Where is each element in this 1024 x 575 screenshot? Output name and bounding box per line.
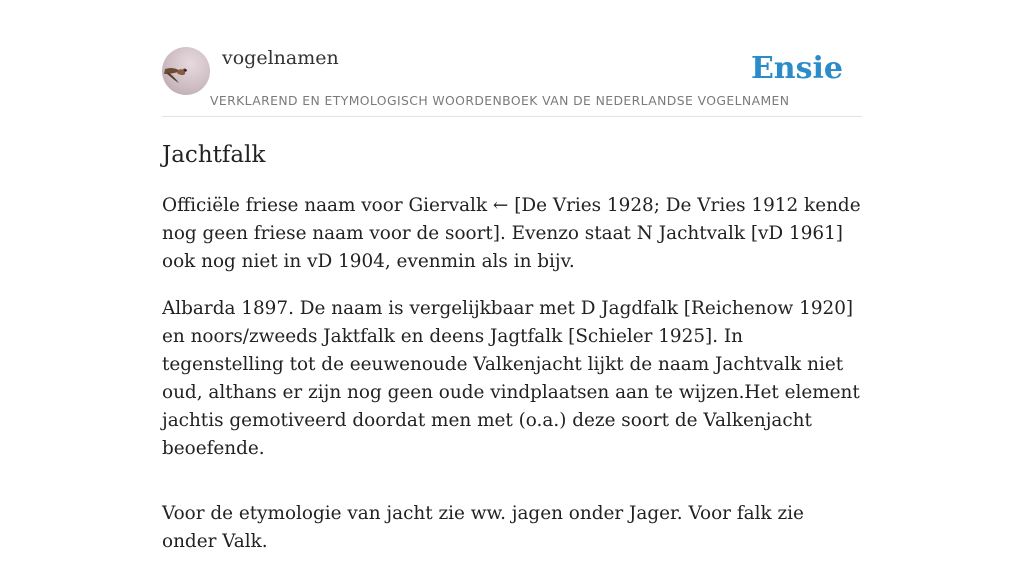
ensie-logo[interactable]: Ensie bbox=[750, 51, 843, 86]
entry-content bbox=[162, 192, 864, 575]
entry-title: Jachtfalk bbox=[162, 142, 266, 168]
entry-paragraph-1: Officiële friese naam voor Giervalk ← [De Vries 1928; De Vries 1912 kende nog geen friese naam voor de soort]. Evenzo staat N Jachtvalk [vD 1961] ook nog niet in vD 1904, evenmin als in bijv. bbox=[162, 195, 861, 272]
site-subtitle: VERKLAREND EN ETYMOLOGISCH WOORDENBOEK VAN DE NEDERLANDSE VOGELNAMEN bbox=[210, 93, 790, 108]
site-name[interactable]: vogelnamen bbox=[222, 47, 339, 69]
entry-paragraph-3: Voor de etymologie van jacht zie ww. jagen onder Jager. Voor falk zie onder Valk. bbox=[162, 503, 804, 552]
entry-paragraph-2: Albarda 1897. De naam is vergelijkbaar met D Jagdfalk [Reichenow 1920] en noors/zweeds Jaktfalk en deens Jagtfalk [Schieler 1925]. In tegenstelling tot de eeuwenoude Valkenjacht lijkt de naam Jachtvalk niet oud, althans er zijn nog geen oude vindplaatsen aan te wijzen.Het element jachtis gemotiveerd doordat men met (o.a.) deze soort de Valkenjacht beoefende. bbox=[162, 298, 860, 459]
bird-photo-icon[interactable] bbox=[162, 47, 210, 95]
header bbox=[162, 46, 862, 117]
